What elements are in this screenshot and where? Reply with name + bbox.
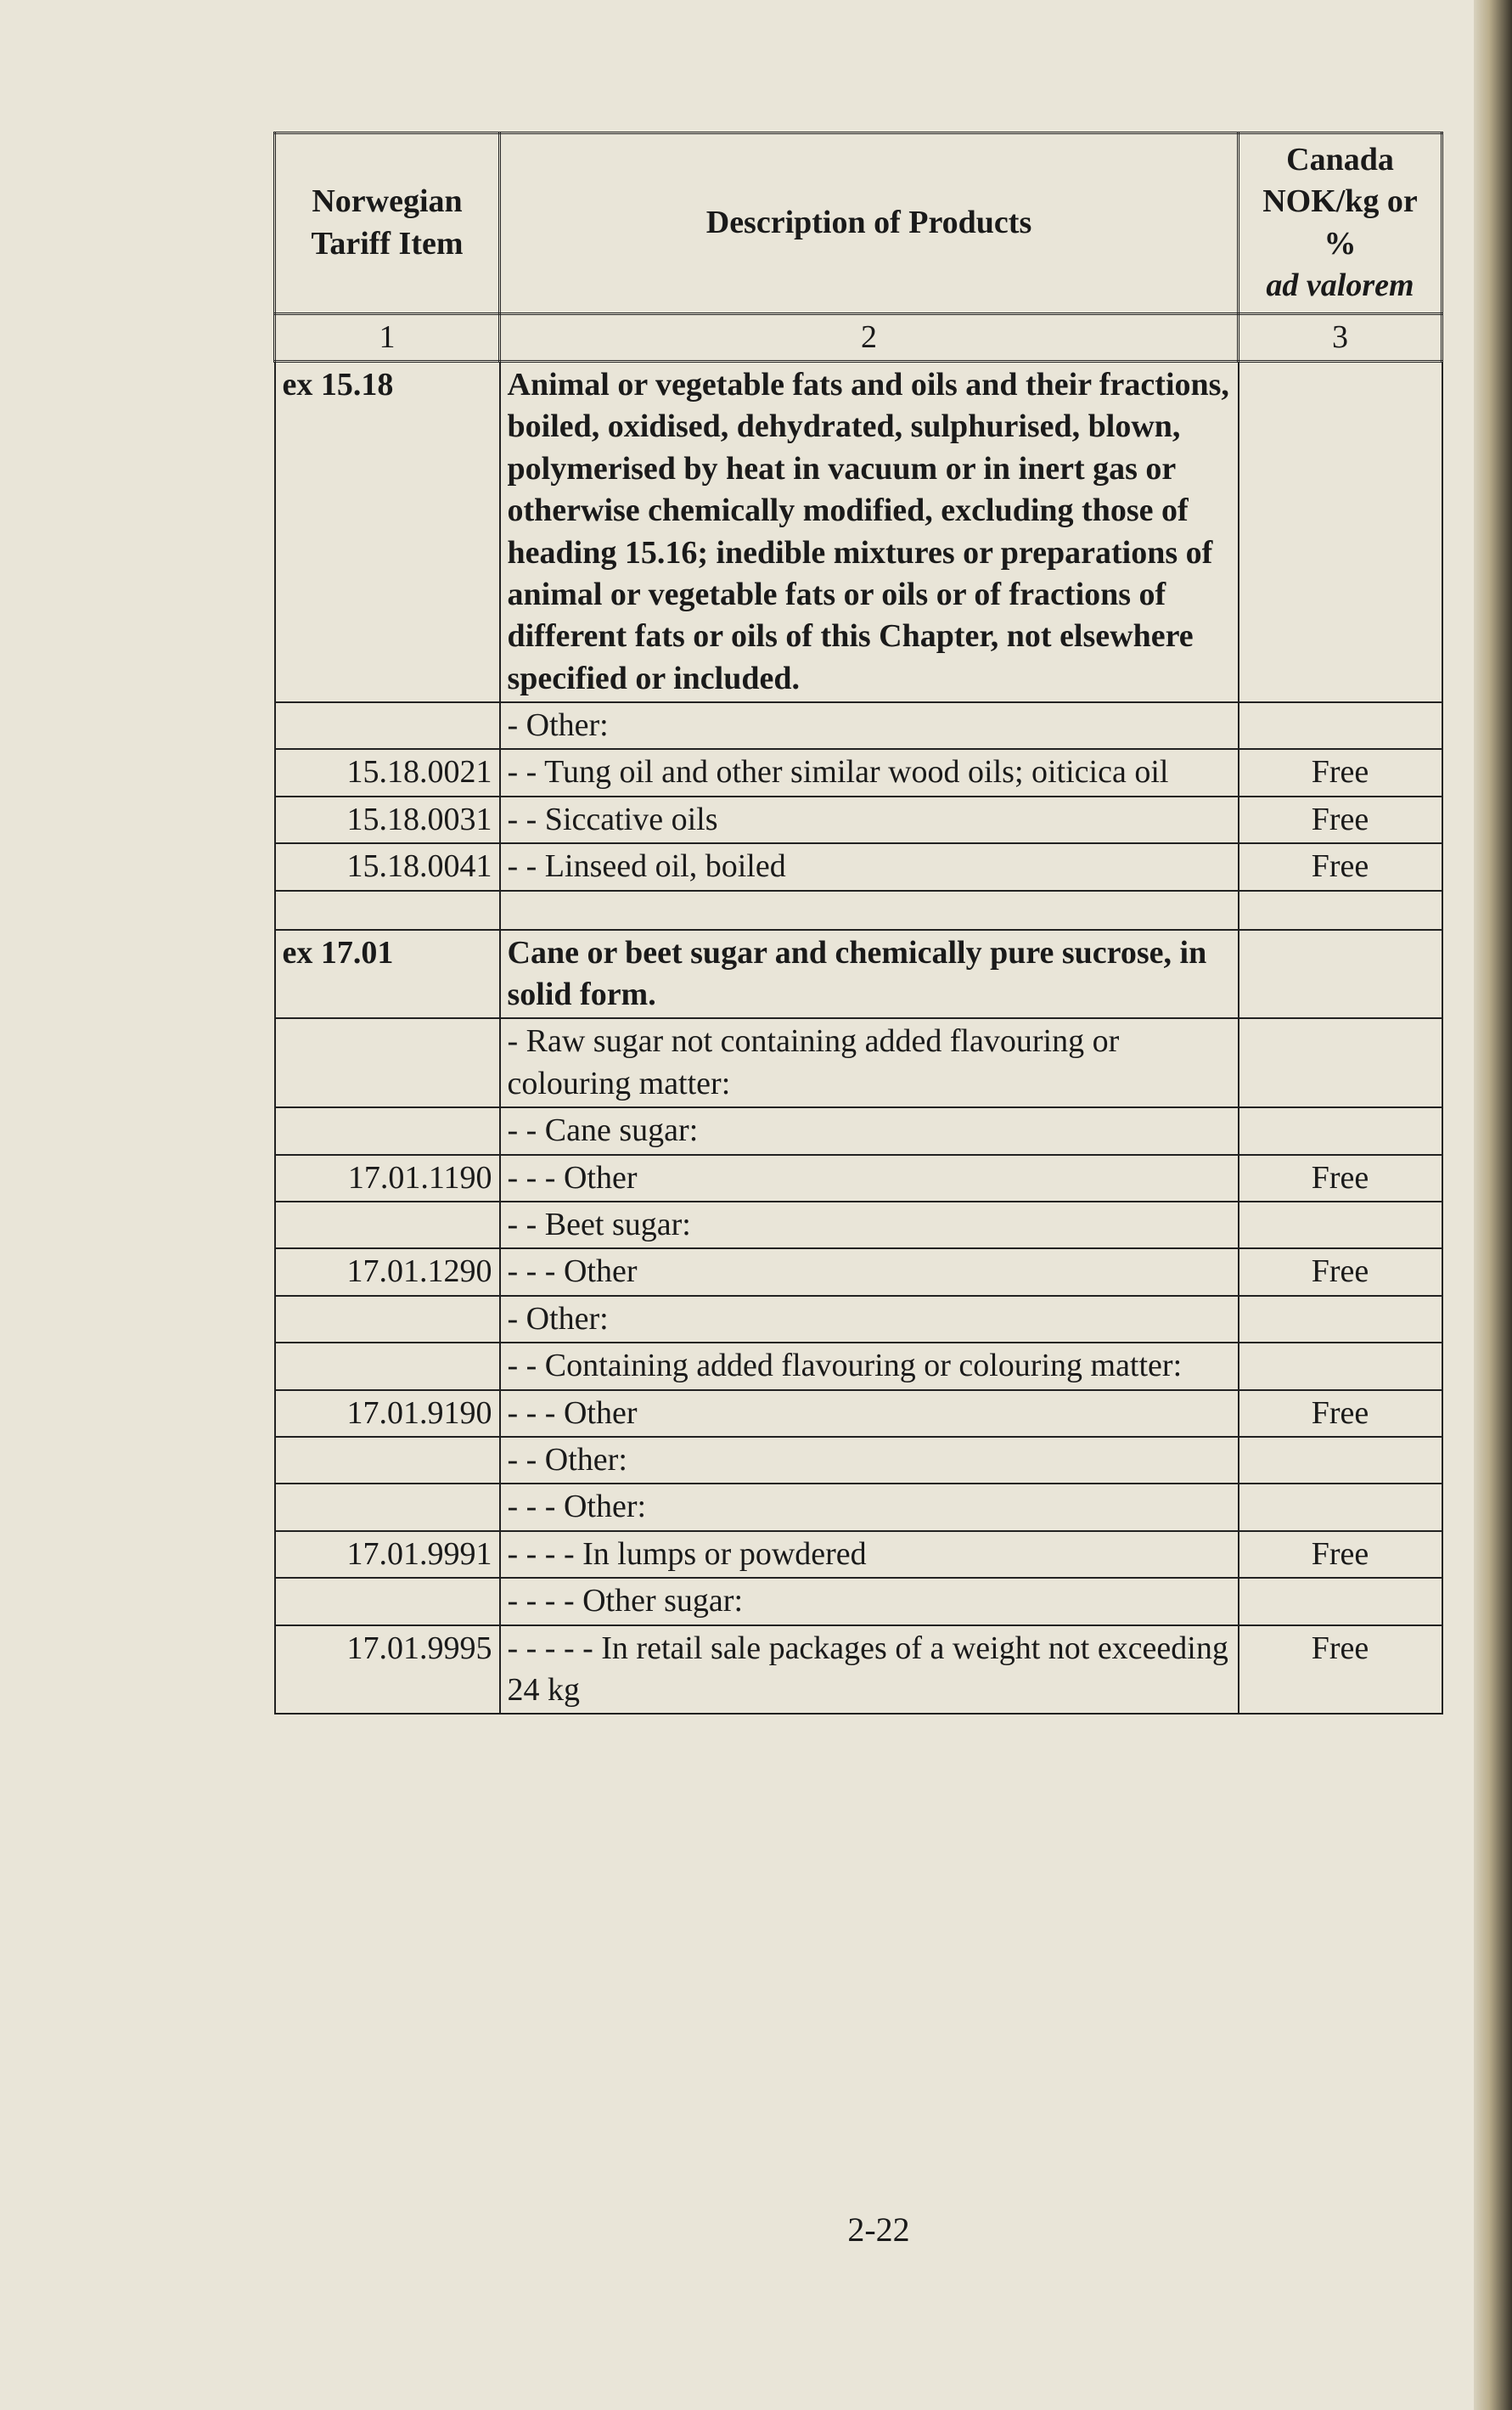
tariff-item-cell: ex 15.18	[275, 361, 500, 702]
column-number-3: 3	[1239, 313, 1442, 361]
column-number-2: 2	[500, 313, 1239, 361]
tariff-item-cell: 15.18.0021	[275, 749, 500, 796]
rate-cell: Free	[1239, 1625, 1442, 1715]
table-row	[275, 843, 1442, 890]
tariff-table-body	[275, 361, 1442, 1714]
description-cell: - - - Other	[500, 1248, 1239, 1295]
description-cell	[500, 891, 1239, 930]
tariff-item-cell	[275, 1437, 500, 1484]
page-edge-shadow	[1474, 0, 1512, 2410]
table-row	[275, 930, 1442, 1019]
tariff-item-cell	[275, 1018, 500, 1107]
header-rate	[1239, 133, 1442, 314]
rate-cell	[1239, 361, 1442, 702]
table-row	[275, 891, 1442, 930]
tariff-item-cell: 17.01.9190	[275, 1390, 500, 1437]
column-number-row	[275, 313, 1442, 361]
description-cell: - - Other:	[500, 1437, 1239, 1484]
tariff-item-cell	[275, 702, 500, 749]
rate-cell	[1239, 1578, 1442, 1624]
tariff-item-cell	[275, 1296, 500, 1343]
description-cell: - - - - In lumps or powdered	[500, 1531, 1239, 1578]
description-cell: - - Beet sugar:	[500, 1202, 1239, 1248]
description-cell: - - - Other	[500, 1390, 1239, 1437]
description-cell: - - Tung oil and other similar wood oils; oiticica oil	[500, 749, 1239, 796]
table-row	[275, 1625, 1442, 1715]
table-header-row	[275, 133, 1442, 314]
rate-cell: Free	[1239, 749, 1442, 796]
table-row	[275, 1578, 1442, 1624]
table-row	[275, 702, 1442, 749]
table-row	[275, 1531, 1442, 1578]
table-row	[275, 797, 1442, 843]
rate-cell: Free	[1239, 797, 1442, 843]
description-cell: - Other:	[500, 702, 1239, 749]
tariff-item-cell: 15.18.0031	[275, 797, 500, 843]
tariff-item-cell: ex 17.01	[275, 930, 500, 1019]
description-cell: - Raw sugar not containing added flavouring or colouring matter:	[500, 1018, 1239, 1107]
tariff-item-cell: 17.01.1190	[275, 1155, 500, 1202]
header-rate-line3: %	[1324, 225, 1357, 262]
header-rate-line4: ad valorem	[1266, 267, 1414, 304]
rate-cell: Free	[1239, 1155, 1442, 1202]
table-row	[275, 1202, 1442, 1248]
description-cell: - - Siccative oils	[500, 797, 1239, 843]
table-row	[275, 1248, 1442, 1295]
tariff-item-cell: 15.18.0041	[275, 843, 500, 890]
tariff-item-cell	[275, 1107, 500, 1154]
tariff-item-cell: 17.01.9991	[275, 1531, 500, 1578]
rate-cell	[1239, 1018, 1442, 1107]
tariff-item-cell	[275, 1343, 500, 1389]
rate-cell	[1239, 891, 1442, 930]
description-cell: - - - - Other sugar:	[500, 1578, 1239, 1624]
rate-cell	[1239, 1484, 1442, 1530]
tariff-item-cell: 17.01.1290	[275, 1248, 500, 1295]
description-cell: - - Linseed oil, boiled	[500, 843, 1239, 890]
rate-cell	[1239, 702, 1442, 749]
table-row	[275, 1018, 1442, 1107]
table-row	[275, 1343, 1442, 1389]
page-number: 2-22	[847, 2210, 910, 2249]
table-row	[275, 1155, 1442, 1202]
rate-cell	[1239, 1437, 1442, 1484]
table-row	[275, 749, 1442, 796]
rate-cell: Free	[1239, 1390, 1442, 1437]
description-cell: - - - Other:	[500, 1484, 1239, 1530]
tariff-item-cell	[275, 1202, 500, 1248]
rate-cell: Free	[1239, 1531, 1442, 1578]
description-cell: - - Containing added flavouring or colouring matter:	[500, 1343, 1239, 1389]
rate-cell	[1239, 1107, 1442, 1154]
tariff-item-cell	[275, 891, 500, 930]
table-row	[275, 1437, 1442, 1484]
tariff-table-container	[273, 132, 1441, 1715]
tariff-table	[273, 132, 1443, 1715]
table-row	[275, 1484, 1442, 1530]
description-cell: - Other:	[500, 1296, 1239, 1343]
header-rate-line2: NOK/kg or	[1262, 183, 1418, 220]
table-row	[275, 1390, 1442, 1437]
rate-cell: Free	[1239, 1248, 1442, 1295]
header-tariff-item: Norwegian Tariff Item	[275, 133, 500, 314]
rate-cell	[1239, 1343, 1442, 1389]
column-number-1: 1	[275, 313, 500, 361]
description-cell: - - - Other	[500, 1155, 1239, 1202]
table-row	[275, 361, 1442, 702]
description-cell: Cane or beet sugar and chemically pure sucrose, in solid form.	[500, 930, 1239, 1019]
tariff-item-cell	[275, 1484, 500, 1530]
table-row	[275, 1296, 1442, 1343]
table-row	[275, 1107, 1442, 1154]
description-cell: - - - - - In retail sale packages of a weight not exceeding 24 kg	[500, 1625, 1239, 1715]
rate-cell	[1239, 1202, 1442, 1248]
rate-cell	[1239, 1296, 1442, 1343]
header-description: Description of Products	[500, 133, 1239, 314]
rate-cell: Free	[1239, 843, 1442, 890]
tariff-item-cell	[275, 1578, 500, 1624]
tariff-item-cell: 17.01.9995	[275, 1625, 500, 1715]
description-cell: Animal or vegetable fats and oils and their fractions, boiled, oxidised, dehydrated, sulphurised, blown, polymerised by heat in vacuum or in inert gas or otherwise chemically modified, excluding those of heading 15.16; inedible mixtures or preparations of animal or vegetable fats or oils or of fractions of different fats or oils of this Chapter, not elsewhere specified or included.	[500, 361, 1239, 702]
header-rate-line1: Canada	[1286, 142, 1394, 177]
description-cell: - - Cane sugar:	[500, 1107, 1239, 1154]
rate-cell	[1239, 930, 1442, 1019]
